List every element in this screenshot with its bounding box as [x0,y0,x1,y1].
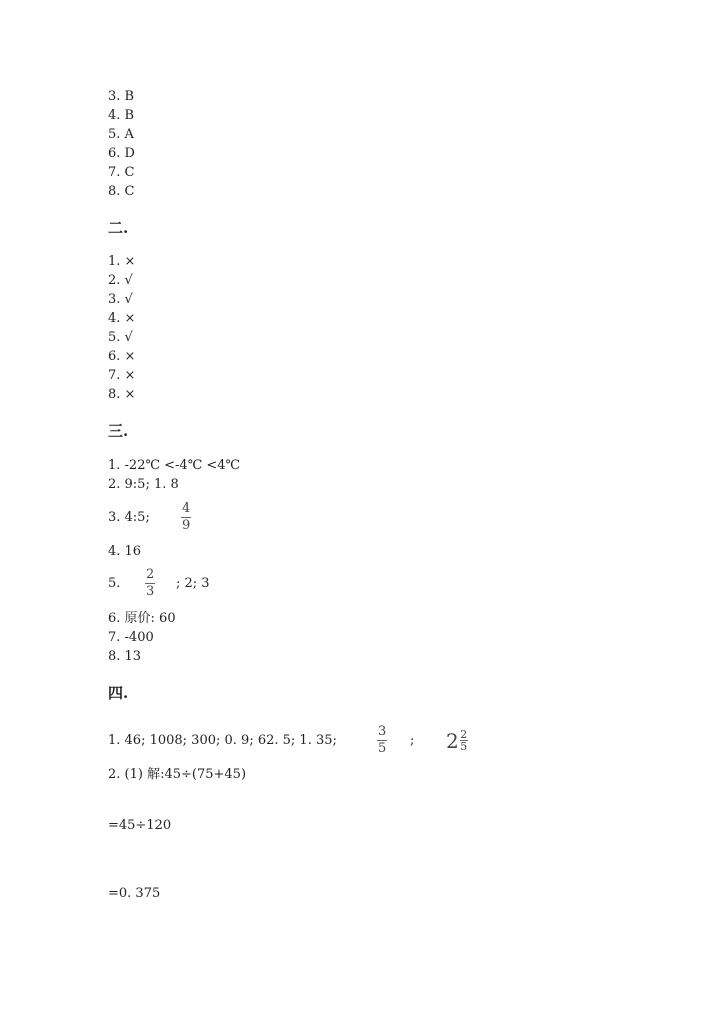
fill-answer-7: 7. -400 [108,630,154,645]
section-heading-4: 四. [108,684,129,702]
fraction-numerator: 3 [378,724,387,739]
fill-answer-3-prefix: 3. 4:5; [108,510,150,525]
calc-answer-1-mixed-number [446,729,468,752]
judge-answer-6: 6. × [108,349,136,364]
judge-answer-1: 1. × [108,254,136,269]
calc-answer-1-prefix: 1. 46; 1008; 300; 0. 9; 62. 5; 1. 35; [108,733,337,748]
section-heading-2: 二. [108,219,129,237]
calc-answer-1-separator: ; [410,733,415,748]
fraction-denominator: 5 [460,740,468,753]
fill-answer-1: 1. -22℃ <-4℃ <4℃ [108,458,241,473]
fraction-numerator: 4 [182,501,191,516]
calc-step-1: =45÷120 [108,818,172,833]
fraction-numerator: 2 [146,567,155,582]
fill-answer-3-fraction [181,502,191,533]
fill-answer-5-fraction [145,568,155,599]
judge-answer-7: 7. × [108,368,136,383]
judge-answer-3: 3. √ [108,292,133,307]
fraction-numerator: 2 [460,728,468,741]
calc-step-2: =0. 375 [108,886,161,901]
fill-answer-6: 6. 原价: 60 [108,611,176,626]
judge-answer-4: 4. × [108,311,136,326]
fill-answer-5-prefix: 5. [108,576,121,591]
answer-8: 8. C [108,184,135,199]
judge-answer-5: 5. √ [108,330,133,345]
fraction-denominator: 5 [378,741,387,756]
answer-6: 6. D [108,146,135,161]
answer-4: 4. B [108,108,135,123]
answer-7: 7. C [108,165,135,180]
fraction-denominator: 9 [182,518,191,533]
section-heading-3: 三. [108,422,129,440]
judge-answer-8: 8. × [108,387,136,402]
calc-answer-1-fraction [377,725,387,756]
mixed-number-whole: 2 [446,728,459,753]
fill-answer-8: 8. 13 [108,649,142,664]
fill-answer-5-suffix: ; 2; 3 [176,576,210,591]
mixed-number-fraction [460,729,468,752]
fraction-denominator: 3 [146,584,155,599]
answer-5: 5. A [108,127,134,142]
fill-answer-2: 2. 9:5; 1. 8 [108,477,179,492]
calc-answer-2: 2. (1) 解:45÷(75+45) [108,767,247,782]
judge-answer-2: 2. √ [108,273,133,288]
answer-3: 3. B [108,89,135,104]
fill-answer-4: 4. 16 [108,544,142,559]
